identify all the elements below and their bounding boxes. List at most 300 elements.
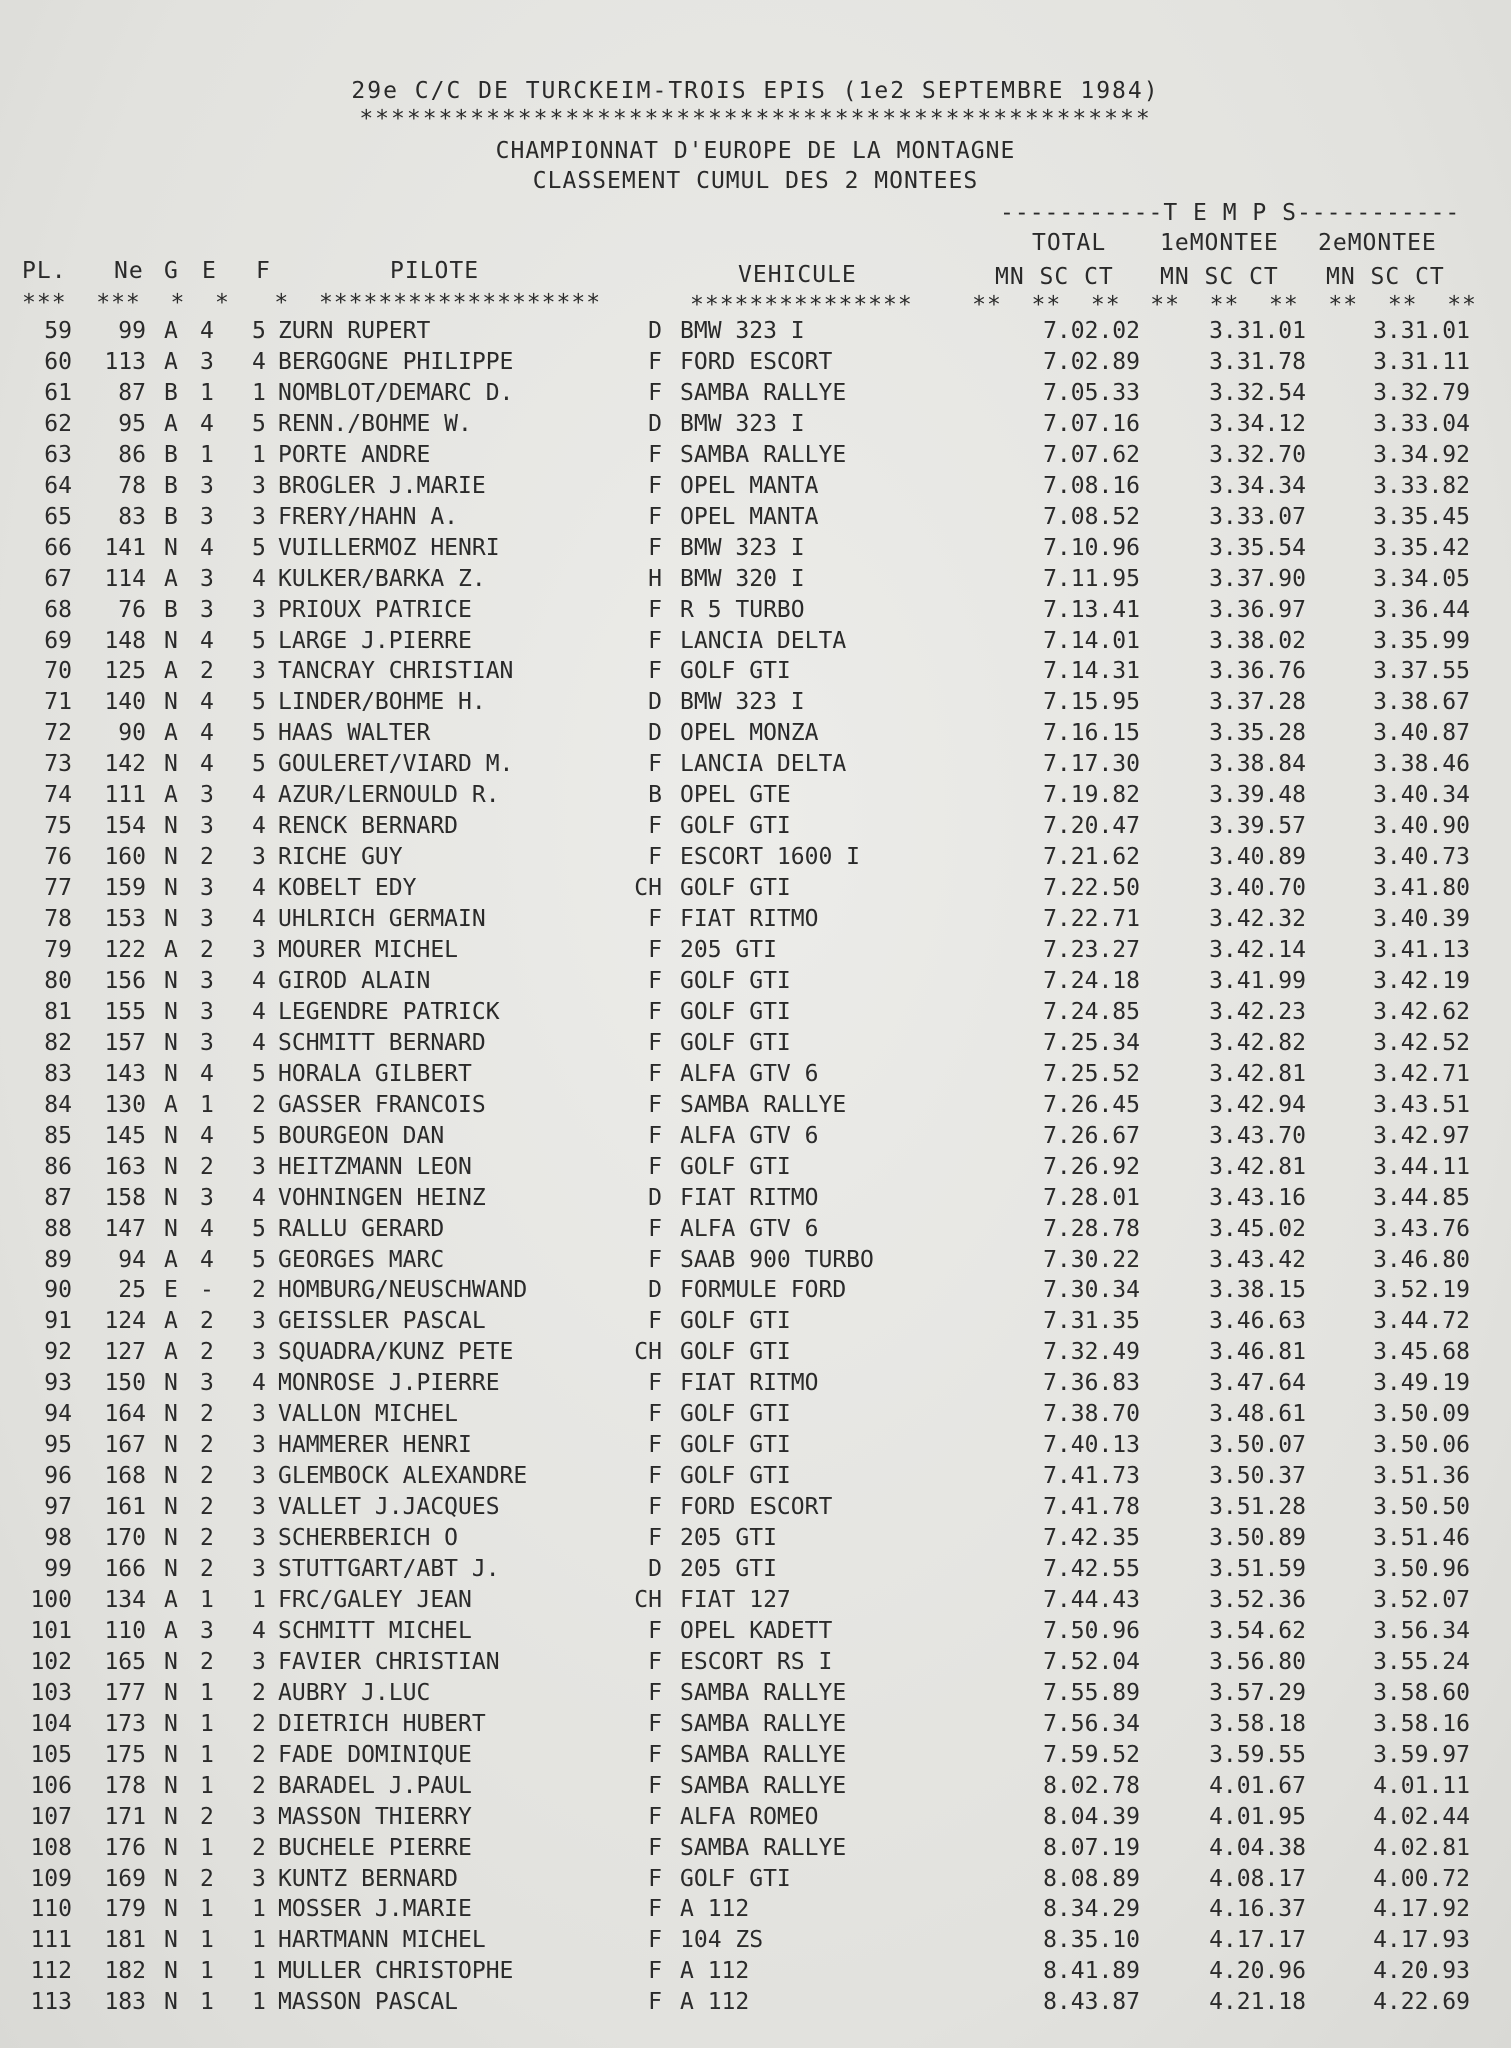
first-climb-time-cell: 4.01.67 (1209, 1772, 1306, 1799)
class-e-cell: 1 (200, 1772, 214, 1799)
pilot-cell: SCHERBERICH O (278, 1525, 459, 1552)
second-climb-time-cell: 3.42.71 (1373, 1060, 1470, 1087)
second-climb-time-cell: 3.50.50 (1373, 1494, 1470, 1521)
group-cell: N (164, 1153, 178, 1180)
total-time-cell: 7.31.35 (1043, 1308, 1140, 1335)
second-climb-time-cell: 4.17.92 (1373, 1896, 1470, 1923)
number-cell: 171 (104, 1803, 146, 1830)
nationality-cell: F (648, 751, 662, 778)
vehicle-cell: GOLF GTI (680, 1153, 791, 1180)
table-row (0, 1030, 1511, 1060)
number-cell: 99 (118, 318, 146, 344)
nationality-cell: F (648, 1401, 662, 1428)
vehicle-cell: SAMBA RALLYE (680, 441, 847, 468)
first-climb-time-cell: 3.38.15 (1209, 1277, 1306, 1304)
place-cell: 91 (44, 1308, 72, 1335)
class-e-cell: 4 (200, 1215, 214, 1242)
nationality-cell: F (648, 844, 662, 871)
class-f-cell: 5 (252, 1122, 266, 1149)
first-climb-time-cell: 4.08.17 (1209, 1865, 1306, 1892)
second-climb-time-cell: 4.02.44 (1373, 1803, 1470, 1830)
table-row (0, 999, 1511, 1029)
number-cell: 179 (104, 1896, 146, 1923)
class-f-cell: 4 (252, 1617, 266, 1644)
class-e-cell: 3 (200, 348, 214, 375)
class-e-cell: 2 (200, 658, 214, 685)
place-cell: 61 (44, 379, 72, 406)
class-e-cell: 3 (200, 875, 214, 902)
table-row (0, 689, 1511, 719)
table-row (0, 875, 1511, 905)
table-row (0, 380, 1511, 410)
table-row (0, 937, 1511, 967)
total-time-cell: 7.19.82 (1043, 782, 1140, 809)
pilot-cell: NOMBLOT/DEMARC D. (278, 379, 514, 406)
first-climb-time-cell: 3.39.48 (1209, 782, 1306, 809)
nationality-cell: F (648, 1679, 662, 1706)
total-time-cell: 7.50.96 (1043, 1617, 1140, 1644)
class-f-cell: 3 (252, 1865, 266, 1892)
vehicle-cell: SAMBA RALLYE (680, 379, 847, 406)
number-cell: 154 (104, 813, 146, 840)
class-f-cell: 3 (252, 1432, 266, 1459)
class-f-cell: 2 (252, 1834, 266, 1861)
nationality-cell: CH (634, 1586, 662, 1613)
first-climb-time-cell: 3.47.64 (1209, 1370, 1306, 1397)
second-climb-time-cell: 3.43.51 (1373, 1091, 1470, 1118)
group-cell: B (164, 503, 178, 530)
first-climb-time-cell: 3.46.63 (1209, 1308, 1306, 1335)
class-f-cell: 5 (252, 627, 266, 654)
number-cell: 142 (104, 751, 146, 778)
nationality-cell: F (648, 627, 662, 654)
class-f-cell: 3 (252, 472, 266, 499)
class-f-cell: 2 (252, 1277, 266, 1304)
first-climb-time-cell: 4.04.38 (1209, 1834, 1306, 1861)
pilot-cell: GOULERET/VIARD M. (278, 751, 514, 778)
table-row (0, 411, 1511, 441)
group-cell: N (164, 1556, 178, 1582)
first-climb-time-cell: 3.50.89 (1209, 1525, 1306, 1552)
place-cell: 74 (44, 782, 72, 809)
nationality-cell: F (648, 1246, 662, 1273)
vehicle-cell: GOLF GTI (680, 875, 791, 902)
table-row (0, 1154, 1511, 1184)
vehicle-cell: FORD ESCORT (680, 348, 833, 375)
place-cell: 100 (30, 1586, 72, 1613)
pilot-cell: LARGE J.PIERRE (278, 627, 472, 654)
vehicle-cell: OPEL MANTA (680, 503, 819, 530)
number-cell: 173 (104, 1710, 146, 1737)
number-cell: 25 (118, 1277, 146, 1304)
separator-right: *************** ** ** ** ** ** ** ** ** ** (690, 292, 1477, 318)
class-f-cell: 3 (252, 1401, 266, 1428)
title-underline-stars: ************************************************** (359, 106, 1152, 132)
first-climb-time-cell: 3.46.81 (1209, 1339, 1306, 1366)
pilot-cell: BROGLER J.MARIE (278, 472, 486, 499)
vehicle-cell: R 5 TURBO (680, 596, 805, 623)
nationality-cell: F (648, 1494, 662, 1521)
vehicle-cell: GOLF GTI (680, 1865, 791, 1892)
first-climb-time-cell: 3.42.81 (1209, 1153, 1306, 1180)
separator-left: *** *** * * * ******************* (22, 290, 602, 316)
place-cell: 104 (30, 1710, 72, 1737)
nationality-cell: D (648, 1277, 662, 1304)
nationality-cell: F (648, 348, 662, 375)
table-row (0, 906, 1511, 936)
first-climb-time-cell: 3.40.70 (1209, 875, 1306, 902)
pilot-cell: DIETRICH HUBERT (278, 1710, 486, 1737)
class-e-cell: 2 (200, 937, 214, 963)
first-climb-time-cell: 3.59.55 (1209, 1741, 1306, 1768)
nationality-cell: D (648, 1556, 662, 1582)
second-climb-time-cell: 4.20.93 (1373, 1958, 1470, 1985)
table-row (0, 1339, 1511, 1369)
total-time-cell: 7.56.34 (1043, 1710, 1140, 1737)
total-time-cell: 7.32.49 (1043, 1339, 1140, 1366)
group-cell: A (164, 1091, 178, 1118)
pl-header: PL. (22, 258, 67, 284)
class-e-cell: 2 (200, 1401, 214, 1428)
total-header: TOTAL (1032, 230, 1107, 256)
group-cell: N (164, 1710, 178, 1737)
pilot-cell: GEORGES MARC (278, 1246, 445, 1273)
place-cell: 63 (44, 441, 72, 468)
class-f-cell: 4 (252, 1370, 266, 1397)
place-cell: 106 (30, 1772, 72, 1799)
class-f-cell: 2 (252, 1679, 266, 1706)
nationality-cell: D (648, 689, 662, 716)
class-f-cell: 3 (252, 1525, 266, 1552)
nationality-cell: F (648, 441, 662, 468)
vehicle-cell: 104 ZS (680, 1927, 764, 1954)
vehicle-cell: SAMBA RALLYE (680, 1091, 847, 1118)
second-climb-time-cell: 3.42.52 (1373, 1029, 1470, 1056)
total-time-cell: 7.17.30 (1043, 751, 1140, 778)
second-climb-time-cell: 3.42.97 (1373, 1122, 1470, 1149)
nationality-cell: F (648, 379, 662, 406)
class-f-cell: 3 (252, 1556, 266, 1582)
number-cell: 145 (104, 1122, 146, 1149)
class-e-cell: 1 (200, 1927, 214, 1954)
second-climb-time-cell: 3.31.01 (1373, 318, 1470, 344)
class-f-cell: 3 (252, 1463, 266, 1490)
class-e-cell: 1 (200, 1896, 214, 1923)
first-climb-time-cell: 3.50.07 (1209, 1432, 1306, 1459)
total-time-cell: 7.02.02 (1043, 318, 1140, 344)
number-cell: 165 (104, 1648, 146, 1675)
pilot-cell: BUCHELE PIERRE (278, 1834, 472, 1861)
class-e-cell: 3 (200, 472, 214, 499)
second-climb-time-cell: 3.58.60 (1373, 1679, 1470, 1706)
place-cell: 95 (44, 1432, 72, 1459)
table-row (0, 1463, 1511, 1493)
number-cell: 167 (104, 1432, 146, 1459)
total-time-cell: 7.41.78 (1043, 1494, 1140, 1521)
class-e-cell: 4 (200, 318, 214, 344)
number-cell: 83 (118, 503, 146, 530)
class-e-cell: 3 (200, 565, 214, 592)
pilot-cell: TANCRAY CHRISTIAN (278, 658, 514, 685)
vehicle-cell: GOLF GTI (680, 658, 791, 685)
group-cell: A (164, 1617, 178, 1644)
second-climb-time-cell: 3.58.16 (1373, 1710, 1470, 1737)
first-climb-time-cell: 4.17.17 (1209, 1927, 1306, 1954)
place-cell: 97 (44, 1494, 72, 1521)
second-climb-time-cell: 3.46.80 (1373, 1246, 1470, 1273)
place-cell: 70 (44, 658, 72, 685)
first-climb-time-cell: 3.34.12 (1209, 410, 1306, 437)
place-cell: 78 (44, 906, 72, 933)
second-climb-time-cell: 3.51.36 (1373, 1463, 1470, 1490)
nationality-cell: F (648, 937, 662, 963)
nationality-cell: F (648, 813, 662, 840)
vehicle-cell: FIAT RITMO (680, 906, 819, 933)
pilot-cell: MOSSER J.MARIE (278, 1896, 472, 1923)
vehicle-cell: BMW 323 I (680, 318, 805, 344)
class-f-cell: 3 (252, 596, 266, 623)
class-f-cell: 4 (252, 998, 266, 1025)
place-cell: 59 (44, 318, 72, 344)
first-climb-time-cell: 3.34.34 (1209, 472, 1306, 499)
class-e-cell: 1 (200, 441, 214, 468)
place-cell: 108 (30, 1834, 72, 1861)
e-header: E (202, 258, 217, 284)
class-f-cell: 3 (252, 937, 266, 963)
pilot-cell: VUILLERMOZ HENRI (278, 534, 500, 561)
group-cell: A (164, 410, 178, 437)
number-cell: 182 (104, 1958, 146, 1985)
place-cell: 88 (44, 1215, 72, 1242)
total-time-cell: 7.26.92 (1043, 1153, 1140, 1180)
second-climb-time-cell: 3.50.96 (1373, 1556, 1470, 1582)
place-cell: 72 (44, 720, 72, 747)
nationality-cell: CH (634, 875, 662, 902)
nationality-cell: F (648, 906, 662, 933)
second-climb-time-cell: 3.34.92 (1373, 441, 1470, 468)
pilot-cell: RENCK BERNARD (278, 813, 459, 840)
vehicle-cell: GOLF GTI (680, 813, 791, 840)
total-time-cell: 7.11.95 (1043, 565, 1140, 592)
total-time-cell: 7.14.01 (1043, 627, 1140, 654)
first-climb-time-cell: 3.38.84 (1209, 751, 1306, 778)
number-cell: 147 (104, 1215, 146, 1242)
place-cell: 64 (44, 472, 72, 499)
pilot-cell: MOURER MICHEL (278, 937, 459, 963)
place-cell: 73 (44, 751, 72, 778)
nationality-cell: F (648, 1029, 662, 1056)
table-row (0, 844, 1511, 874)
number-cell: 140 (104, 689, 146, 716)
group-cell: N (164, 1060, 178, 1087)
second-climb-time-cell: 3.32.79 (1373, 379, 1470, 406)
class-f-cell: 3 (252, 1153, 266, 1180)
pilot-cell: GASSER FRANCOIS (278, 1091, 486, 1118)
class-f-cell: 5 (252, 689, 266, 716)
nationality-cell: D (648, 720, 662, 747)
place-cell: 101 (30, 1617, 72, 1644)
pilot-cell: SCHMITT BERNARD (278, 1029, 486, 1056)
class-f-cell: 2 (252, 1091, 266, 1118)
total-time-cell: 7.40.13 (1043, 1432, 1140, 1459)
first-climb-time-cell: 3.36.76 (1209, 658, 1306, 685)
vehicle-cell: ALFA GTV 6 (680, 1060, 819, 1087)
table-row (0, 1494, 1511, 1524)
number-cell: 134 (104, 1586, 146, 1613)
total-time-cell: 7.42.55 (1043, 1556, 1140, 1582)
class-f-cell: 5 (252, 318, 266, 344)
pilot-cell: HARTMANN MICHEL (278, 1927, 486, 1954)
class-e-cell: 1 (200, 1834, 214, 1861)
first-climb-time-cell: 3.37.90 (1209, 565, 1306, 592)
class-e-cell: 1 (200, 1989, 214, 2016)
group-cell: A (164, 720, 178, 747)
second-climb-time-cell: 3.59.97 (1373, 1741, 1470, 1768)
table-row (0, 1989, 1511, 2019)
table-row (0, 318, 1511, 348)
class-f-cell: 4 (252, 1029, 266, 1056)
nationality-cell: F (648, 1153, 662, 1180)
class-f-cell: 5 (252, 720, 266, 747)
group-cell: A (164, 1586, 178, 1613)
second-climb-time-cell: 3.45.68 (1373, 1339, 1470, 1366)
total-time-cell: 7.28.01 (1043, 1184, 1140, 1211)
class-f-cell: 3 (252, 844, 266, 871)
second-climb-time-cell: 3.40.39 (1373, 906, 1470, 933)
table-row (0, 1432, 1511, 1462)
vehicle-cell: 205 GTI (680, 937, 777, 963)
vehicle-cell: FIAT 127 (680, 1586, 791, 1613)
first-climb-time-cell: 3.51.28 (1209, 1494, 1306, 1521)
second-climb-time-cell: 3.35.45 (1373, 503, 1470, 530)
total-time-cell: 7.26.45 (1043, 1091, 1140, 1118)
table-row (0, 1835, 1511, 1865)
number-cell: 166 (104, 1556, 146, 1582)
place-cell: 109 (30, 1865, 72, 1892)
place-cell: 85 (44, 1122, 72, 1149)
class-e-cell: 2 (200, 1648, 214, 1675)
table-row (0, 1216, 1511, 1246)
group-cell: N (164, 1029, 178, 1056)
number-cell: 161 (104, 1494, 146, 1521)
place-cell: 65 (44, 503, 72, 530)
group-cell: N (164, 813, 178, 840)
m2-units-header: MN SC CT (1326, 264, 1445, 290)
number-cell: 181 (104, 1927, 146, 1954)
vehicle-cell: OPEL KADETT (680, 1617, 833, 1644)
first-climb-time-cell: 3.57.29 (1209, 1679, 1306, 1706)
group-cell: N (164, 1432, 178, 1459)
class-f-cell: 2 (252, 1710, 266, 1737)
pilot-cell: KUNTZ BERNARD (278, 1865, 459, 1892)
vehicle-cell: GOLF GTI (680, 1029, 791, 1056)
second-climb-time-cell: 3.31.11 (1373, 348, 1470, 375)
class-e-cell: 2 (200, 1432, 214, 1459)
pilot-cell: SQUADRA/KUNZ PETE (278, 1339, 514, 1366)
second-climb-time-cell: 3.40.73 (1373, 844, 1470, 871)
group-cell: N (164, 627, 178, 654)
total-time-cell: 7.22.71 (1043, 906, 1140, 933)
pilot-cell: MASSON THIERRY (278, 1803, 472, 1830)
pilot-cell: HEITZMANN LEON (278, 1153, 472, 1180)
vehicle-cell: FIAT RITMO (680, 1184, 819, 1211)
place-cell: 96 (44, 1463, 72, 1490)
class-e-cell: 3 (200, 596, 214, 623)
second-climb-time-cell: 3.44.85 (1373, 1184, 1470, 1211)
nationality-cell: D (648, 410, 662, 437)
vehicle-cell: BMW 323 I (680, 410, 805, 437)
place-cell: 105 (30, 1741, 72, 1768)
number-cell: 153 (104, 906, 146, 933)
second-climb-time-cell: 3.43.76 (1373, 1215, 1470, 1242)
number-cell: 130 (104, 1091, 146, 1118)
total-time-cell: 7.23.27 (1043, 937, 1140, 963)
nationality-cell: F (648, 1432, 662, 1459)
group-cell: N (164, 1741, 178, 1768)
total-time-cell: 7.07.16 (1043, 410, 1140, 437)
class-e-cell: 2 (200, 1494, 214, 1521)
f-header: F (256, 258, 271, 284)
number-cell: 176 (104, 1834, 146, 1861)
nationality-cell: D (648, 1184, 662, 1211)
place-cell: 81 (44, 998, 72, 1025)
class-e-cell: - (200, 1277, 214, 1304)
vehicle-cell: ALFA ROMEO (680, 1803, 819, 1830)
second-climb-time-cell: 3.44.11 (1373, 1153, 1470, 1180)
second-climb-time-cell: 3.40.90 (1373, 813, 1470, 840)
number-cell: 125 (104, 658, 146, 685)
first-climb-time-cell: 4.01.95 (1209, 1803, 1306, 1830)
pilot-cell: PORTE ANDRE (278, 441, 431, 468)
first-climb-time-cell: 3.40.89 (1209, 844, 1306, 871)
total-time-cell: 8.43.87 (1043, 1989, 1140, 2016)
first-climb-time-cell: 4.20.96 (1209, 1958, 1306, 1985)
total-time-cell: 7.38.70 (1043, 1401, 1140, 1428)
place-cell: 82 (44, 1029, 72, 1056)
class-e-cell: 1 (200, 1958, 214, 1985)
first-climb-time-cell: 3.42.82 (1209, 1029, 1306, 1056)
total-time-cell: 8.41.89 (1043, 1958, 1140, 1985)
first-climb-time-cell: 3.48.61 (1209, 1401, 1306, 1428)
pilot-cell: BOURGEON DAN (278, 1122, 445, 1149)
nationality-cell: F (648, 1958, 662, 1985)
place-cell: 89 (44, 1246, 72, 1273)
total-time-cell: 8.35.10 (1043, 1927, 1140, 1954)
vehicle-cell: ALFA GTV 6 (680, 1122, 819, 1149)
number-cell: 169 (104, 1865, 146, 1892)
vehicle-cell: A 112 (680, 1896, 750, 1923)
group-cell: N (164, 534, 178, 561)
place-cell: 69 (44, 627, 72, 654)
class-e-cell: 4 (200, 410, 214, 437)
second-climb-time-cell: 3.35.42 (1373, 534, 1470, 561)
nationality-cell: H (648, 565, 662, 592)
second-climb-time-cell: 4.00.72 (1373, 1865, 1470, 1892)
m1-units-header: MN SC CT (1160, 264, 1279, 290)
table-row (0, 1804, 1511, 1834)
table-row (0, 720, 1511, 750)
table-row (0, 1587, 1511, 1617)
place-cell: 79 (44, 937, 72, 963)
first-climb-time-cell: 3.52.36 (1209, 1586, 1306, 1613)
total-time-cell: 7.15.95 (1043, 689, 1140, 716)
total-time-cell: 7.13.41 (1043, 596, 1140, 623)
total-time-cell: 7.24.85 (1043, 998, 1140, 1025)
second-climb-time-cell: 3.51.46 (1373, 1525, 1470, 1552)
total-time-cell: 7.42.35 (1043, 1525, 1140, 1552)
pilot-cell: LINDER/BOHME H. (278, 689, 486, 716)
table-row (0, 1308, 1511, 1338)
